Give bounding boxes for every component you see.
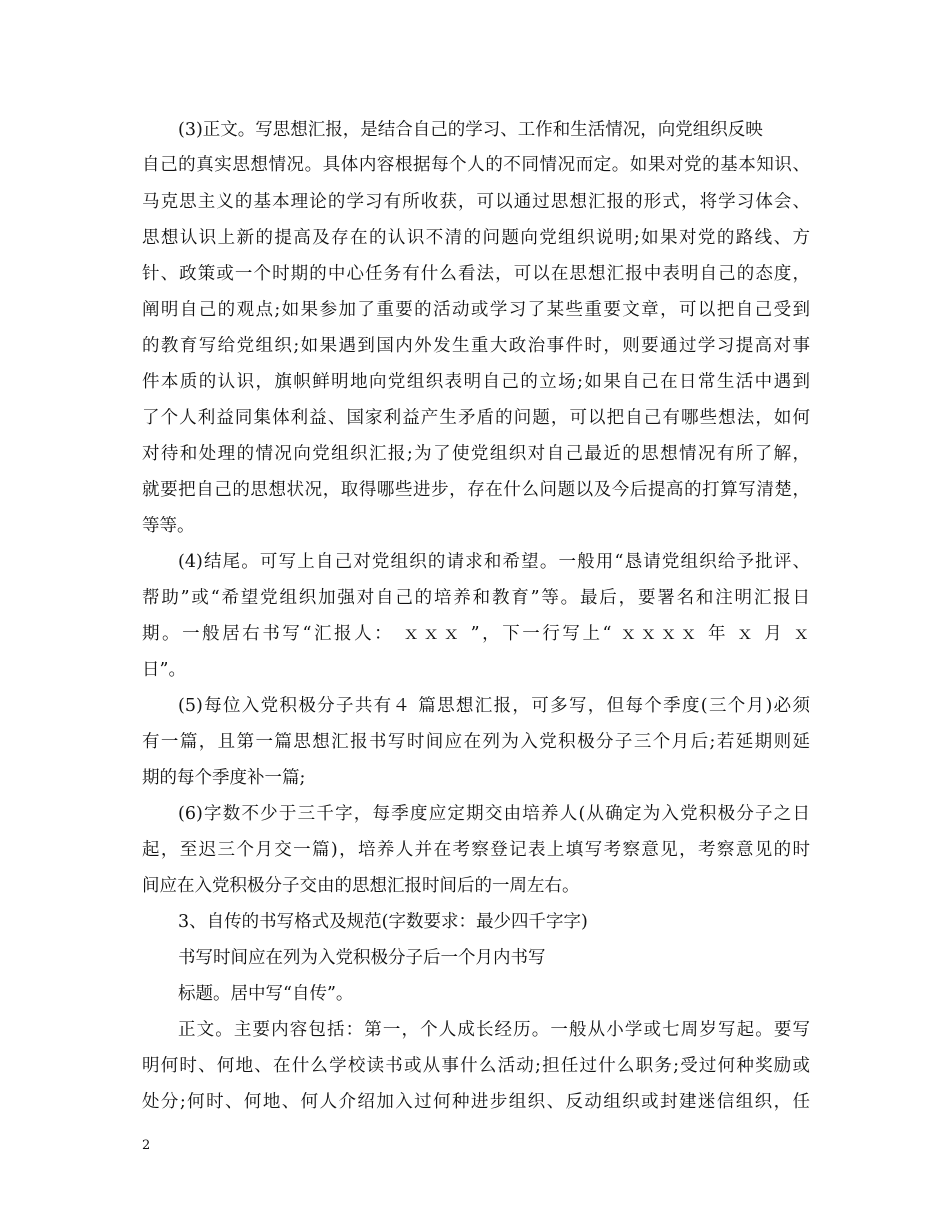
paragraph-3-line-6: 阐明自己的观点;如果参加了重要的活动或学习了某些重要文章，可以把自己受到: [142, 300, 810, 320]
autobiography-body-line-2: 明何时、何地、在什么学校读书或从事什么活动;担任过什么职务;受过何种奖励或: [142, 1056, 810, 1076]
paragraph-3-line-1: (3)正文。写思想汇报，是结合自己的学习、工作和生活情况，向党组织反映: [178, 120, 763, 140]
paragraph-3-line-4: 思想认识上新的提高及存在的认识不清的问题向党组织说明;如果对党的路线、方: [142, 228, 810, 248]
paragraph-3-line-8: 件本质的认识，旗帜鲜明地向党组织表明自己的立场;如果自己在日常生活中遇到: [142, 372, 810, 392]
paragraph-3-line-3: 马克思主义的基本理论的学习有所收获，可以通过思想汇报的形式，将学习体会、: [142, 192, 810, 212]
autobiography-timing: 书写时间应在列为入党积极分子后一个月内书写: [178, 948, 546, 968]
paragraph-3-line-2: 自己的真实思想情况。具体内容根据每个人的不同情况而定。如果对党的基本知识、: [142, 155, 810, 175]
paragraph-3-line-10: 对待和处理的情况向党组织汇报;为了使党组织对自己最近的思想情况有所了解，: [142, 444, 810, 464]
paragraph-5-line-2: 有一篇，且第一篇思想汇报书写时间应在列为入党积极分子三个月后;若延期则延: [142, 732, 810, 752]
paragraph-5-line-1: (5)每位入党积极分子共有４ 篇思想汇报，可多写，但每个季度(三个月)必须: [178, 696, 810, 716]
paragraph-3-line-12: 等等。: [142, 516, 195, 536]
paragraph-4-line-4: 日”。: [142, 660, 186, 680]
paragraph-3-line-5: 针、政策或一个时期的中心任务有什么看法，可以在思想汇报中表明自己的态度，: [142, 264, 810, 284]
autobiography-body-line-3: 处分;何时、何地、何人介绍加入过何种进步组织、反动组织或封建迷信组织，任: [142, 1092, 810, 1112]
paragraph-6-line-3: 间应在入党积极分子交由的思想汇报时间后的一周左右。: [142, 876, 580, 896]
paragraph-6-line-1: (6)字数不少于三千字，每季度应定期交由培养人(从确定为入党积极分子之日: [178, 804, 810, 824]
paragraph-4-line-2: 帮助”或“希望党组织加强对自己的培养和教育”等。最后，要署名和注明汇报日: [142, 588, 810, 608]
paragraph-3-line-9: 了个人利益同集体利益、国家利益产生矛盾的问题，可以把自己有哪些想法，如何: [142, 408, 810, 428]
page-number: 2: [142, 1138, 151, 1153]
paragraph-4-line-1: (4)结尾。可写上自己对党组织的请求和希望。一般用“恳请党组织给予批评、: [178, 552, 810, 572]
autobiography-title-rule: 标题。居中写“自传”。: [178, 984, 354, 1004]
section-heading-autobiography: 3、自传的书写格式及规范(字数要求：最少四千字字): [178, 912, 588, 932]
paragraph-4-line-3: 期。一般居右书写“汇报人： ｘｘｘ ”，下一行写上“ ｘｘｘｘ 年 ｘ 月 ｘ: [142, 624, 810, 644]
autobiography-body-line-1: 正文。主要内容包括：第一，个人成长经历。一般从小学或七周岁写起。要写: [178, 1020, 810, 1040]
paragraph-5-line-3: 期的每个季度补一篇;: [142, 768, 306, 788]
paragraph-3-line-7: 的教育写给党组织;如果遇到国内外发生重大政治事件时，则要通过学习提高对事: [142, 336, 810, 356]
paragraph-3-line-11: 就要把自己的思想状况，取得哪些进步，存在什么问题以及今后提高的打算写清楚，: [142, 480, 810, 500]
paragraph-6-line-2: 起，至迟三个月交一篇)，培养人并在考察登记表上填写考察意见，考察意见的时: [142, 840, 810, 860]
